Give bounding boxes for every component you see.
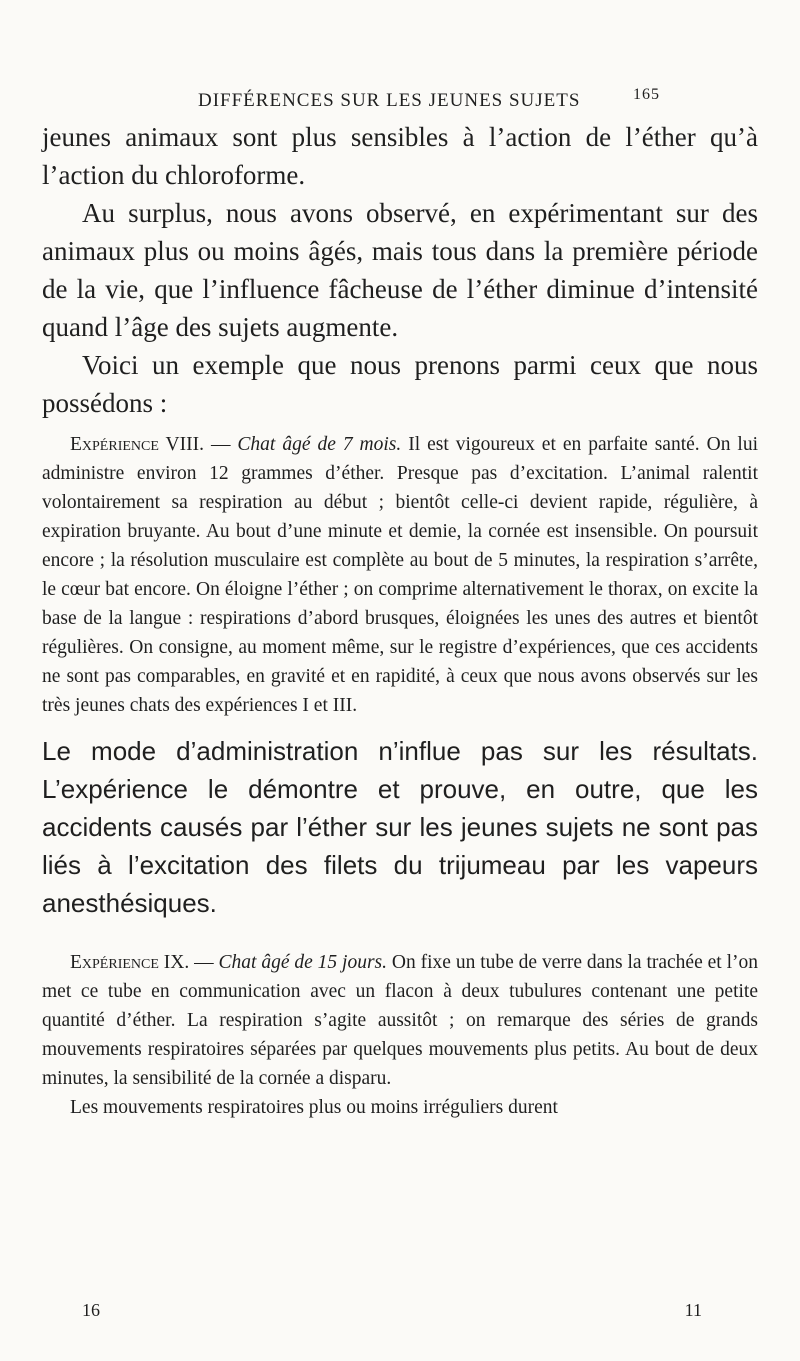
experiment-9-dash: — xyxy=(189,952,219,973)
running-head xyxy=(190,86,660,118)
paragraph-administration-mode: Le mode d’administration n’influe pas sur les résultats. L’expérience le démontre et prouve, en outre, que les accidents causés par l’éther sur les jeunes sujets ne sont pas liés à l’excitation des filets du trijumeau par les vapeurs anesthésiques. xyxy=(42,736,758,918)
paragraph-example-intro: Voici un exemple que nous prenons parmi ceux que nous possédons : xyxy=(42,350,758,418)
experiment-8-subject: Chat âgé de 7 mois. xyxy=(237,434,402,455)
experiment-9 xyxy=(42,948,758,1093)
signature-marks xyxy=(82,1300,702,1330)
paragraph-continuation: jeunes animaux sont plus sensibles à l’action de l’éther qu’à l’action du chloroforme. xyxy=(42,122,758,190)
experiment-9-text: On fixe un tube de verre dans la trachée et l’on met ce tube en communication avec un flacon à deux tubulures contenant une petite quantité d’éther. La respiration s’agite aussitôt ; on remarque des séries de grands mouvements respiratoires séparées par quelques mouvements plus petits. Au bout de deux minutes, la sensibilité de la cornée a disparu. xyxy=(42,952,758,1089)
signature-right: 11 xyxy=(684,1300,702,1320)
experiment-8-text: Il est vigoureux et en parfaite santé. On lui administre environ 12 grammes d’éther. Presque pas d’excitation. L’animal ralentit volontairement sa respiration au début ; bientôt celle-ci devient rapide, régulière, à expiration bruyante. Au bout d’une minute et demie, la cornée est insensible. On poursuit encore ; la résolution musculaire est complète au bout de 5 minutes, la respiration s’arrête, le cœur bat encore. On éloigne l’éther ; on comprime alternativement le thorax, on excite la base de la langue : respirations d’abord brusques, éloignées les unes des autres et bientôt régulières. On consigne, au moment même, sur le registre d’expériences, que ces accidents ne sont pas comparables, en gravité et en rapidité, à ceux que nous avons observés sur les très jeunes chats des expériences I et III. xyxy=(42,434,759,716)
signature-left: 16 xyxy=(82,1300,100,1320)
paragraph-observation: Au surplus, nous avons observé, en expérimentant sur des animaux plus ou moins âgés, mais tous dans la première période de la vie, que l’influence fâcheuse de l’éther diminue d’intensité quand l’âge des sujets augmente. xyxy=(42,198,758,342)
experiment-9-subject: Chat âgé de 15 jours. xyxy=(218,952,388,973)
experiment-8-label: Expérience VIII. xyxy=(70,434,204,455)
page-number: 165 xyxy=(633,86,660,103)
experiment-9-continuation: Les mouvements respiratoires plus ou moins irréguliers durent xyxy=(70,1097,558,1118)
experiment-8 xyxy=(42,430,758,720)
running-head-title: DIFFÉRENCES SUR LES JEUNES SUJETS xyxy=(198,90,581,111)
experiment-8-dash: — xyxy=(203,434,238,455)
page-body xyxy=(42,118,758,1122)
experiment-9-label: Expérience IX. xyxy=(70,952,190,973)
